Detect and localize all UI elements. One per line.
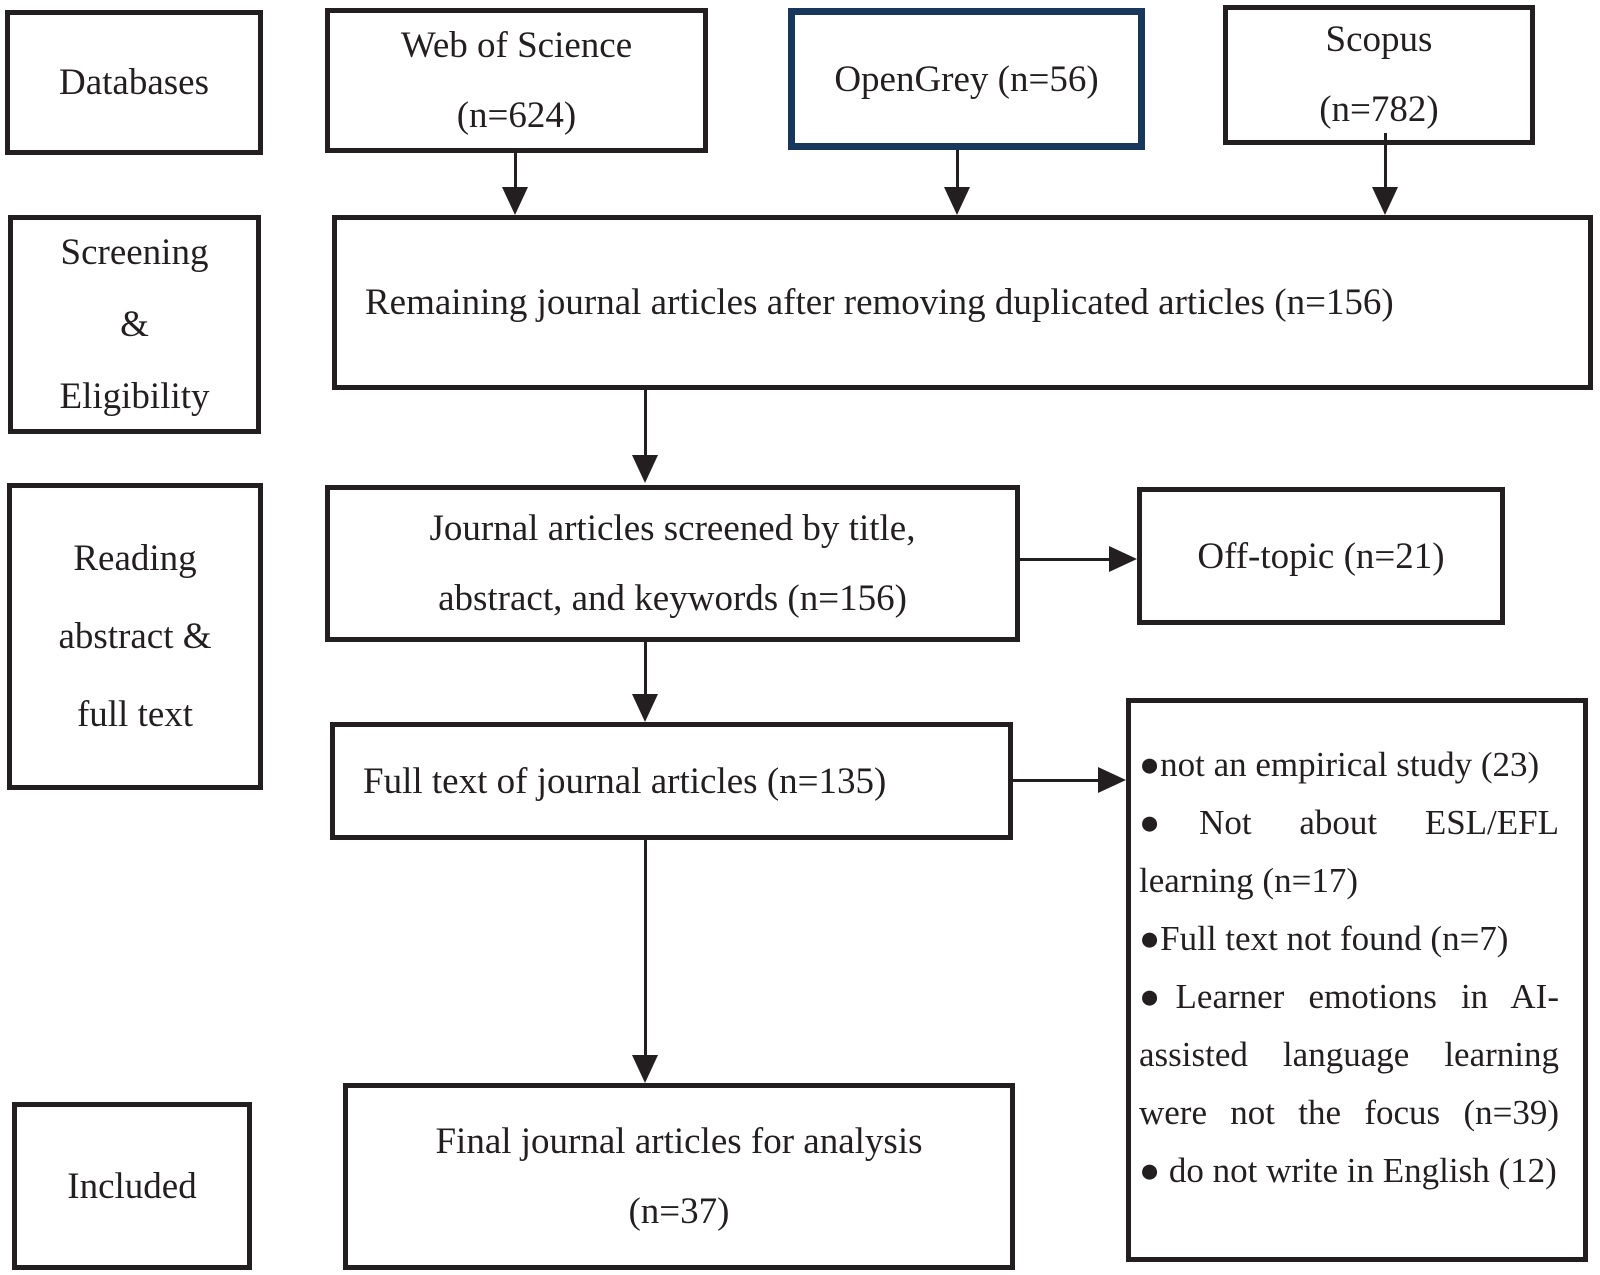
arrow-head-down-icon (1372, 187, 1398, 215)
stage-label-screening-line1: Screening (60, 231, 209, 273)
deduplicated-label: Remaining journal articles after removing duplicated articles (n=156) (365, 282, 1394, 323)
scopus-count: (n=782) (1319, 89, 1439, 130)
arrow-head-down-icon (632, 1055, 658, 1083)
arrow-line (644, 390, 647, 455)
process-box-final (343, 1083, 1015, 1270)
off-topic-label: Off-topic (n=21) (1197, 535, 1445, 577)
arrow-line (956, 150, 959, 187)
stage-label-screening-line3: Eligibility (59, 375, 210, 417)
exclusion-reason-not-empirical: ●not an empirical study (23) (1139, 745, 1540, 784)
arrow-head-right-icon (1098, 767, 1126, 793)
arrow-head-down-icon (632, 455, 658, 483)
scopus-name: Scopus (1325, 19, 1433, 60)
stage-box-databases (5, 10, 263, 155)
arrow-line (644, 840, 647, 1055)
screened-label-line2: abstract, and keywords (n=156) (438, 577, 907, 619)
web-of-science-count: (n=624) (456, 94, 577, 136)
opengrey-label: OpenGrey (n=56) (834, 58, 1099, 100)
final-label-line1: Final journal articles for analysis (435, 1120, 923, 1162)
exclusion-reason-not-english: ● do not write in English (12) (1139, 1151, 1557, 1190)
stage-box-reading-abstract-full-text (7, 483, 263, 790)
process-box-deduplicated (332, 215, 1593, 390)
stage-label-included: Included (67, 1165, 197, 1207)
arrow-line (1013, 779, 1098, 782)
stage-box-included (12, 1102, 252, 1270)
exclusion-reason-not-esl-efl-line2: learning (n=17) (1139, 861, 1358, 900)
full-text-label: Full text of journal articles (n=135) (363, 760, 887, 802)
exclusion-box-off-topic (1137, 487, 1505, 625)
arrow-head-down-icon (944, 187, 970, 215)
exclusion-box-full-text-reasons (1126, 698, 1588, 1262)
stage-label-databases: Databases (59, 62, 209, 103)
exclusion-reason-emotions-not-focus-line1: ●Learner emotions in AI- (1139, 977, 1559, 1016)
arrow-head-down-icon (502, 187, 528, 215)
stage-label-reading-line3: full text (76, 693, 194, 735)
arrow-line (1020, 558, 1109, 561)
arrow-line (1384, 133, 1387, 187)
exclusion-reason-emotions-not-focus-line2: assisted language learning (1139, 1035, 1559, 1074)
process-box-full-text (330, 722, 1013, 840)
arrow-head-down-icon (632, 694, 658, 722)
screened-label-line1: Journal articles screened by title, (429, 507, 916, 549)
exclusion-reason-not-esl-efl-line1: ●Not about ESL/EFL (1139, 803, 1559, 842)
arrow-line (644, 642, 647, 694)
stage-label-screening-line2: & (120, 303, 149, 345)
source-box-scopus (1223, 5, 1535, 145)
exclusion-reason-emotions-not-focus-line3: were not the focus (n=39) (1139, 1093, 1559, 1132)
arrow-line (514, 153, 517, 187)
stage-label-reading-line2: abstract & (58, 615, 212, 657)
source-box-web-of-science (325, 8, 708, 153)
exclusion-reason-full-text-not-found: ●Full text not found (n=7) (1139, 919, 1509, 958)
final-label-line2: (n=37) (628, 1190, 730, 1232)
stage-label-reading-line1: Reading (73, 537, 197, 579)
arrow-head-right-icon (1109, 546, 1137, 572)
web-of-science-name: Web of Science (400, 24, 633, 66)
process-box-screened (325, 485, 1020, 642)
stage-box-screening-eligibility (8, 215, 261, 434)
source-box-opengrey (788, 8, 1145, 150)
